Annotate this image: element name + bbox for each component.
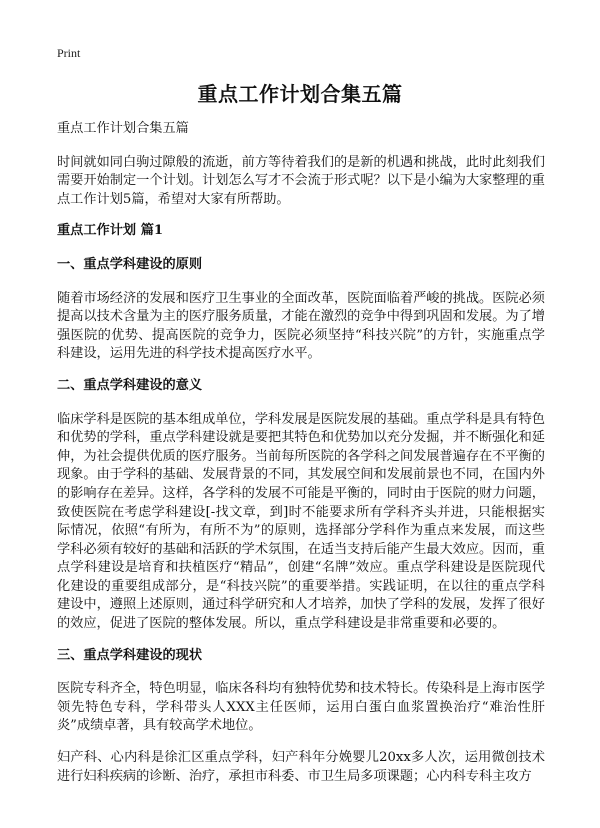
document-title: 重点工作计划合集五篇 <box>197 82 403 106</box>
section-heading-1: 一、重点学科建设的原则 <box>57 256 203 272</box>
intro-paragraph: 时间就如同白驹过隙般的流逝，前方等待着我们的是新的机遇和挑战，此时此刻我们需要开始制定一个计划。计划怎么写才不会流于形式呢？以下是小编为大家整理的重点工作计划5篇，希望对大家有所帮助。 <box>57 154 545 207</box>
print-link[interactable]: Print <box>57 46 81 60</box>
section-heading-3: 三、重点学科建设的现状 <box>57 647 203 663</box>
part-heading: 重点工作计划 篇1 <box>57 223 164 239</box>
section-3-paragraph-2: 妇产科、心内科是徐汇区重点学科，妇产科年分娩婴儿20xx多人次，运用微创技术进行妇科疾病的诊断、治疗，承担市科委、市卫生局多项课题；心内科专科主攻方 <box>57 750 545 784</box>
document-subtitle: 重点工作计划合集五篇 <box>57 121 189 136</box>
section-3-paragraph-1: 医院专科齐全，特色明显，临床各科均有独特优势和技术特长。传染科是上海市医学领先特色专科，学科带头人XXX主任医师，运用白蛋白血浆置换治疗“难治性肝炎”成绩卓著，具有较高学术地位。 <box>57 681 545 734</box>
section-heading-2: 二、重点学科建设的意义 <box>57 377 203 393</box>
section-2-paragraph: 临床学科是医院的基本组成单位，学科发展是医院发展的基础。重点学科是具有特色和优势的学科，重点学科建设就是要把其特色和优势加以充分发掘，并不断强化和延伸，为社会提供优质的医疗服务。当前每所医院的各学科之间发展普遍存在不平衡的现象。由于学科的基础、发展背景的不同，其发展空间和发展前景也不同，在国内外的影响存在差异。这样，各学科的发展不可能是平衡的，同时由于医院的财力问题，致使医院在考虑学科建设[-找文章，到]时不能要求所有学科齐头并进，只能根据实际情况，依照“有所为，有所不为”的原则，选择部分学科作为重点来发展，而这些学科必须有较好的基础和活跃的学术氛围，在适当支持后能产生最大效应。因而，重点学科建设是培育和扶植医疗“精品”，创建“名牌”效应。重点学科建设是医院现代化建设的重要组成部分，是“科技兴院”的重要举措。实践证明，在以往的重点学科建设中，遵照上述原则，通过科学研究和人才培养，加快了学科的发展，发挥了很好的效应，促进了医院的整体发展。所以，重点学科建设是非常重要和必要的。 <box>57 411 545 632</box>
section-1-paragraph: 随着市场经济的发展和医疗卫生事业的全面改革，医院面临着严峻的挑战。医院必须提高以技术含量为主的医疗服务质量，才能在激烈的竞争中得到巩固和发展。为了增强医院的优势、提高医院的竞争力，医院必须坚持“科技兴院”的方针，实施重点学科建设，运用先进的科学技术提高医疗水平。 <box>57 290 545 362</box>
document-body <box>57 120 545 799</box>
